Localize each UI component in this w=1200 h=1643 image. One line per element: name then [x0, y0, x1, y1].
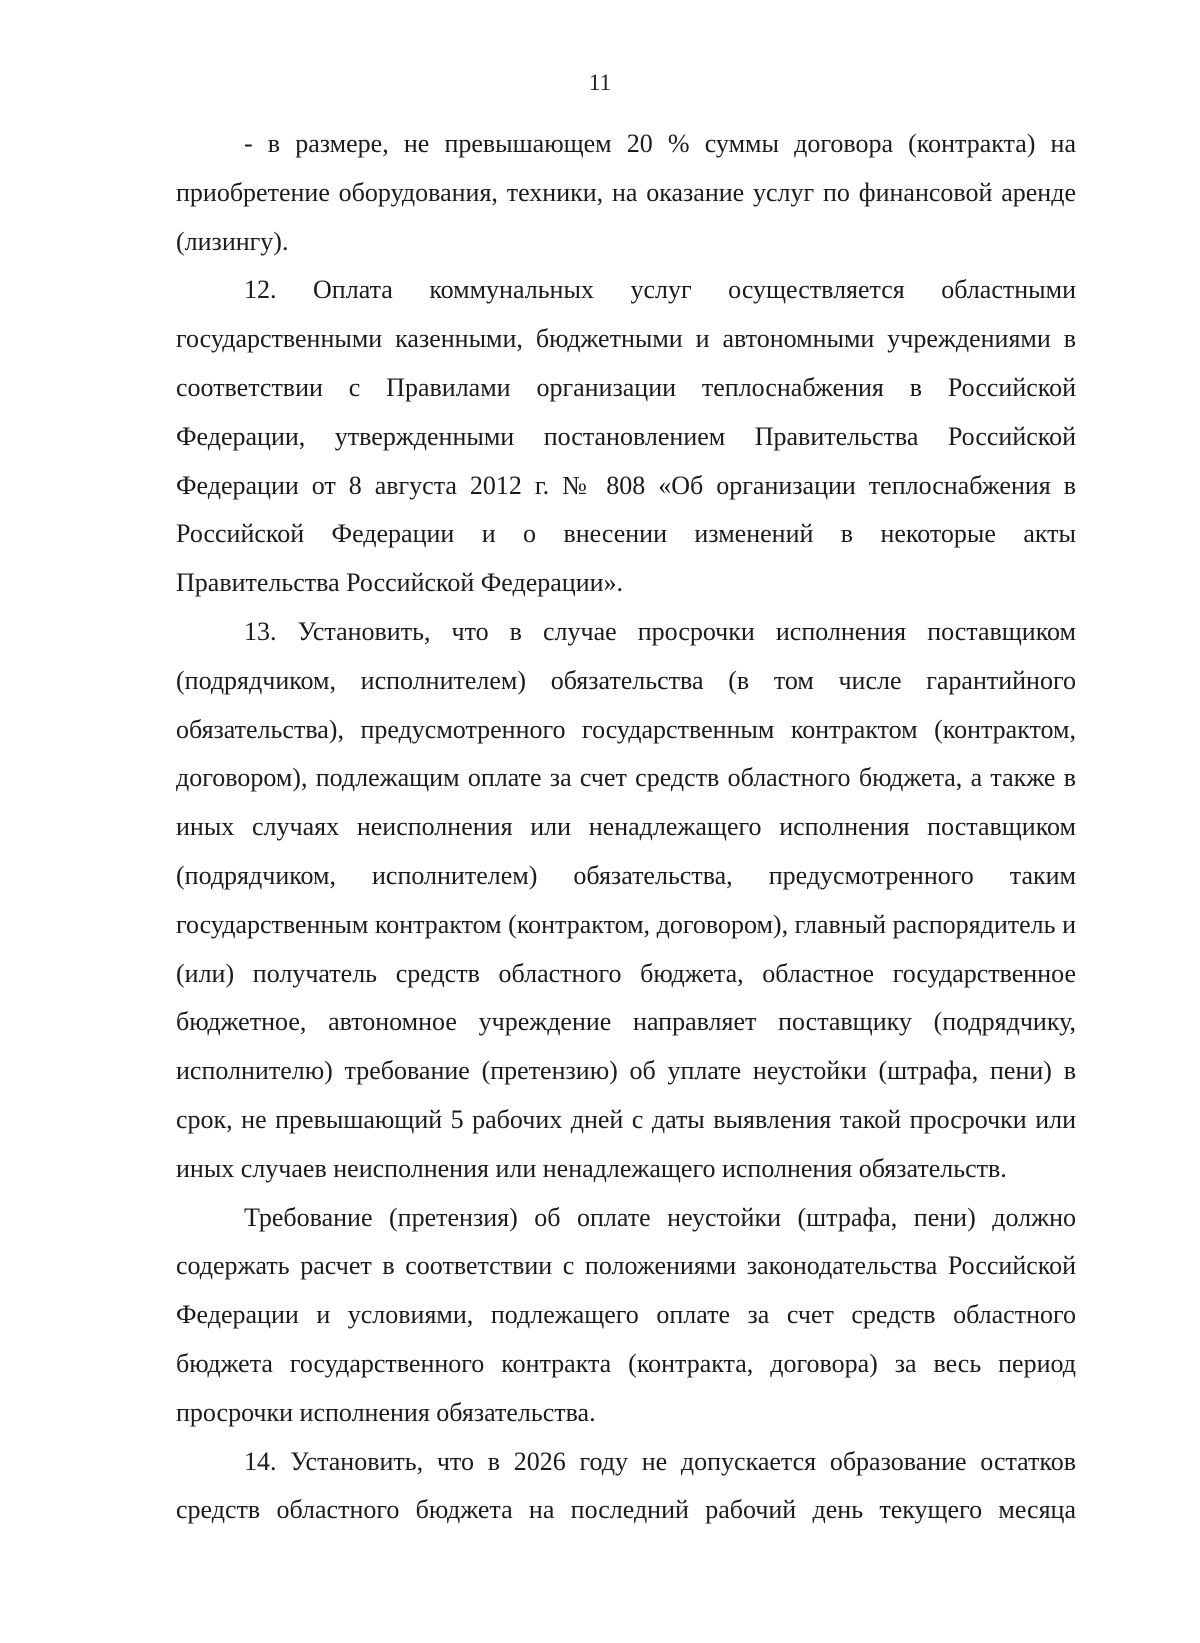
page-number: 11	[588, 70, 612, 95]
paragraph-12-utilities: 12. Оплата коммунальных услуг осуществляется областными государственными казенными, бюджетными и автономными учреждениями в соответствии с Правилами организации теплоснабжения в Российской Федерации, утвержденными постановлением Правительства Российской Федерации от 8 августа 2012 г. № 808 «Об организации теплоснабжения в Российской Федерации и о внесении изменений в некоторые акты Правительства Российской Федерации».	[176, 275, 1076, 598]
paragraph-claim-requirements: Требование (претензия) об оплате неустойки (штрафа, пени) должно содержать расчет в соответствии с положениями законодательства Российской Федерации и условиями, подлежащего оплате за счет средств областного бюджета государственного контракта (контракта, договора) за весь период просрочки исполнения обязательства.	[176, 1202, 1076, 1427]
paragraph-14-budget-balances: 14. Установить, что в 2026 году не допускается образование остатков средств областного бюджета на последний рабочий день текущего месяца	[176, 1446, 1076, 1525]
paragraph-leasing-clause: - в размере, не превышающем 20 % суммы договора (контракта) на приобретение оборудования, техники, на оказание услуг по финансовой аренде (лизингу).	[176, 129, 1076, 256]
paragraph-13-penalty-claims: 13. Установить, что в случае просрочки исполнения поставщиком (подрядчиком, исполнителем) обязательства (в том числе гарантийного обязательства), предусмотренного государственным контрактом (контрактом, договором), подлежащим оплате за счет средств областного бюджета, а также в иных случаях неисполнения или ненадлежащего исполнения поставщиком (подрядчиком, исполнителем) обязательства, предусмотренного таким государственным контрактом (контрактом, договором), главный распорядитель и (или) получатель средств областного бюджета, областное государственное бюджетное, автономное учреждение направляет поставщику (подрядчику, исполнителю) требование (претензию) об уплате неустойки (штрафа, пени) в срок, не превышающий 5 рабочих дней с даты выявления такой просрочки или иных случаев неисполнения или ненадлежащего исполнения обязательств.	[176, 616, 1076, 1183]
document-body	[176, 120, 1076, 1535]
